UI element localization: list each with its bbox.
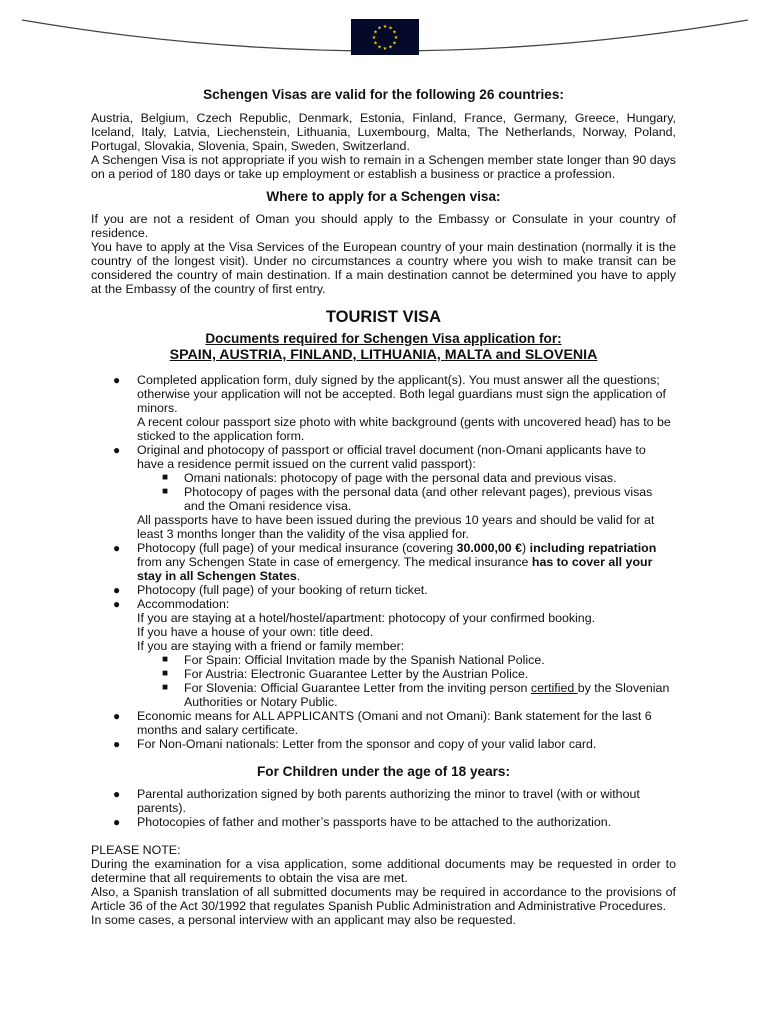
residence-paragraph: If you are not a resident of Oman you should apply to the Embassy or Consulate in your country of residence. (91, 212, 676, 240)
austria-letter-text: For Austria: Electronic Guarantee Letter by the Austrian Police. (184, 667, 529, 681)
list-item (113, 373, 676, 443)
bullet-icon: ● (113, 737, 121, 751)
documents-heading: Documents required for Schengen Visa application for: (205, 331, 562, 346)
insurance-text: . (296, 569, 301, 583)
square-bullet-icon: ■ (162, 472, 169, 483)
list-item (113, 597, 676, 709)
flag-star-icon: ★ (392, 29, 397, 36)
square-bullet-icon: ■ (162, 668, 169, 679)
bullet-icon: ● (113, 583, 121, 597)
insurance-text: ) (522, 541, 530, 555)
bullet-icon: ● (113, 443, 121, 457)
eu-flag-icon (351, 19, 419, 55)
translation-note: Also, a Spanish translation of all submitted documents may be required in accordance to the provisions of Article 36 of the Act 30/1992 that regulates Spanish Public Administration and Administrative Procedures. (91, 885, 676, 913)
please-note-section (91, 843, 676, 927)
accommodation-item: Accommodation: (137, 597, 230, 611)
acc-hotel-text: If you are staying at a hotel/hostel/apartment: photocopy of your confirmed booking. (137, 611, 596, 625)
square-bullet-icon: ■ (162, 682, 169, 693)
list-item (113, 709, 676, 737)
return-ticket-item: Photocopy (full page) of your booking of return ticket. (137, 583, 428, 597)
accommodation-sublist (137, 653, 676, 709)
flag-star-icon: ★ (377, 44, 382, 51)
flag-star-icon: ★ (392, 40, 397, 47)
parents-passports-item: Photocopies of father and mother’s passports have to be attached to the authorization. (137, 815, 612, 829)
children-list (91, 787, 676, 829)
application-form-item: Completed application form, duly signed by the applicant(s). You must answer all the questions; otherwise your application will not be accepted. Both legal guardians must sign the application of minors. (137, 373, 666, 415)
list-item (113, 541, 676, 583)
non-omani-passport-text: Photocopy of pages with the personal data (and other relevant pages), previous visas and the Omani residence visa. (184, 485, 653, 513)
flag-star-icon: ★ (373, 29, 378, 36)
slovenia-letter-text: For Slovenia: Official Guarantee Letter from the inviting person (184, 681, 531, 695)
list-item (113, 583, 676, 597)
insurance-amount: 30.000,00 € (456, 541, 523, 555)
where-to-apply-heading: Where to apply for a Schengen visa: (266, 189, 501, 204)
countries-list: Austria, Belgium, Czech Republic, Denmark, Estonia, Finland, France, Germany, Greece, Hungary, Iceland, Italy, Latvia, Liechenstein, Lithuania, Luxembourg, Malta, The Netherlands, Norway, Poland, Portugal, Slovakia, Slovenia, Spain, Sweden, Switzerland. (91, 111, 676, 153)
countries-heading: Schengen Visas are valid for the following 26 countries: (203, 87, 564, 102)
passport-sublist (137, 471, 676, 513)
list-item (162, 653, 676, 667)
certified-text: certified (530, 681, 578, 695)
insurance-text: from any Schengen State in case of emergency. The medical insurance (137, 555, 532, 569)
flag-star-icon: ★ (377, 25, 382, 32)
children-heading: For Children under the age of 18 years: (256, 764, 511, 779)
list-item (162, 471, 676, 485)
requirements-list (91, 373, 676, 751)
non-omani-item: For Non-Omani nationals: Letter from the sponsor and copy of your valid labor card. (137, 737, 597, 751)
flag-star-icon: ★ (373, 40, 378, 47)
document-body (91, 88, 676, 927)
economic-means-item: Economic means for ALL APPLICANTS (Omani and not Omani): Bank statement for the last 6 months and salary certificate. (137, 709, 652, 737)
please-note-label: PLEASE NOTE: (91, 843, 181, 857)
tourist-visa-heading: TOURIST VISA (325, 308, 442, 326)
main-destination-paragraph: You have to apply at the Visa Services of the European country of your main destination (normally it is the country of the longest visit). Under no circumstances a country where you wish to make transit can be considered the country of main destination. If a main destination cannot be determined you have to apply at the Embassy of the country of first entry. (91, 240, 676, 296)
list-item (113, 787, 676, 815)
passport-validity: All passports have to have been issued during the previous 10 years and should be valid for at least 3 months longer than the validity of the visa applied for. (137, 513, 655, 541)
flag-star-icon: ★ (388, 25, 393, 32)
passport-item: Original and photocopy of passport or official travel document (non-Omani applicants have to have a residence permit issued on the current valid passport): (137, 443, 646, 471)
bullet-icon: ● (113, 541, 121, 555)
flag-star-icon: ★ (382, 46, 388, 52)
list-item (113, 815, 676, 829)
list-item (113, 443, 676, 541)
bullet-icon: ● (113, 815, 121, 829)
stay-limit-note: A Schengen Visa is not appropriate if you wish to remain in a Schengen member state longer than 90 days on a period of 180 days or take up employment or establish a business or practice a profession. (91, 153, 676, 181)
square-bullet-icon: ■ (162, 654, 169, 665)
acc-house-text: If you have a house of your own: title deed. (137, 625, 374, 639)
square-bullet-icon: ■ (162, 486, 169, 497)
bullet-icon: ● (113, 709, 121, 723)
slovenia-letter-text: by the Slovenian Authorities or Notary Public. (184, 681, 670, 709)
spain-invitation-text: For Spain: Official Invitation made by the Spanish National Police. (184, 653, 545, 667)
bullet-icon: ● (113, 373, 121, 387)
flag-star-icon: ★ (393, 35, 399, 41)
countries-subheading: SPAIN, AUSTRIA, FINLAND, LITHUANIA, MALTA and SLOVENIA (169, 347, 598, 363)
list-item (162, 485, 676, 513)
flag-star-icon: ★ (382, 24, 388, 30)
parental-authorization-item: Parental authorization signed by both parents authorizing the minor to travel (with or without parents). (137, 787, 640, 815)
acc-friend-text: If you are staying with a friend or family member: (137, 639, 405, 653)
interview-note: In some cases, a personal interview with an applicant may also be requested. (91, 913, 516, 927)
insurance-coverage: has to cover all your stay in all Schengen States (137, 555, 653, 583)
photo-item: A recent colour passport size photo with white background (gents with uncovered head) has to be sticked to the application form. (137, 415, 671, 443)
list-item (113, 737, 676, 751)
insurance-text: Photocopy (full page) of your medical insurance (covering (137, 541, 457, 555)
medical-insurance-item (137, 541, 676, 583)
list-item (162, 667, 676, 681)
insurance-repatriation: including repatriation (529, 541, 657, 555)
omani-passport-text: Omani nationals: photocopy of page with the personal data and previous visas. (184, 471, 617, 485)
list-item (162, 681, 676, 709)
flag-star-icon: ★ (371, 35, 377, 41)
additional-documents-note: During the examination for a visa application, some additional documents may be requested in order to determine that all requirements to obtain the visa are met. (91, 857, 676, 885)
flag-star-icon: ★ (388, 44, 393, 51)
bullet-icon: ● (113, 597, 121, 611)
bullet-icon: ● (113, 787, 121, 801)
